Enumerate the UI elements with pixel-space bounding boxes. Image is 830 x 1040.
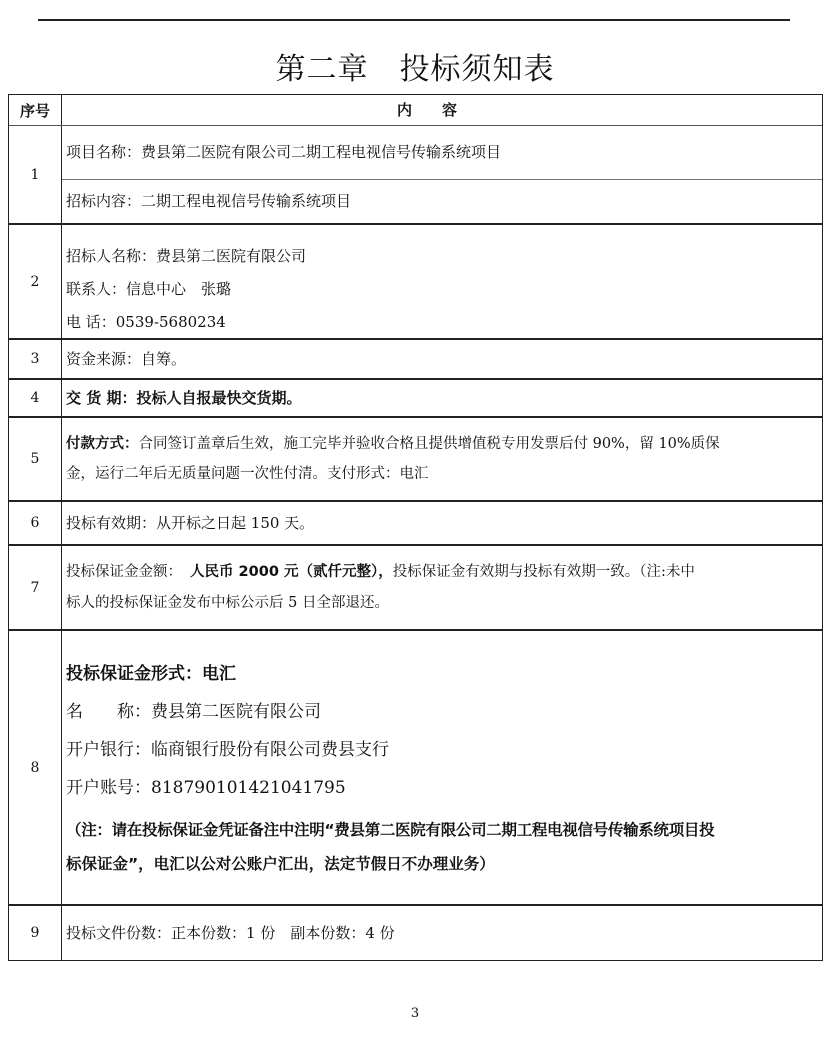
- row-number: 3: [9, 340, 62, 378]
- header-content: 内容: [396, 100, 487, 119]
- page-number: 3: [410, 1006, 420, 1021]
- delivery-period: 交 货 期：投标人自报最快交货期。: [66, 388, 302, 407]
- table-header-row: [9, 95, 822, 125]
- tenderer-name: 招标人名称：费县第二医院有限公司: [66, 247, 307, 265]
- account-name: 名 称：费县第二医院有限公司: [66, 702, 321, 722]
- row-number: 5: [9, 418, 62, 500]
- table-row: [9, 500, 822, 544]
- payment-label: 付款方式：: [66, 436, 139, 452]
- deposit-amount-label: 投标保证金金额：: [66, 563, 182, 580]
- bid-validity: 投标有效期：从开标之日起 150 天。: [66, 513, 315, 532]
- deposit-refund: 标人的投标保证金发布中标公示后 5 日全部退还。: [66, 594, 389, 611]
- top-rule: [38, 19, 790, 21]
- tender-content: 招标内容：二期工程电视信号传输系统项目: [62, 179, 822, 223]
- table-row: [9, 416, 822, 500]
- contact-person: 联系人：信息中心 张璐: [66, 280, 232, 298]
- bid-notice-table: [8, 94, 823, 961]
- fund-source: 资金来源：自筹。: [66, 349, 187, 368]
- page-title: 第二章 投标须知表: [275, 52, 555, 87]
- project-name: 项目名称：费县第二医院有限公司二期工程电视信号传输系统项目: [66, 143, 502, 161]
- row-number: 4: [9, 380, 62, 416]
- deposit-validity: 投标保证金有效期与投标有效期一致。（注:未中: [392, 563, 695, 580]
- row-number: 7: [9, 546, 62, 629]
- payment-terms-cont: 金，运行二年后无质量问题一次性付清。支付形式：电汇: [66, 466, 429, 482]
- account-number: 开户账号：818790101421041795: [66, 778, 346, 798]
- table-row: [9, 223, 822, 338]
- header-seq: 序号: [9, 95, 62, 125]
- deposit-amount: 人民币 2000 元（贰仟元整），: [190, 563, 393, 580]
- table-row: [9, 338, 822, 378]
- bank-name: 开户银行：临商银行股份有限公司费县支行: [66, 740, 389, 760]
- deposit-note-cont: 标保证金”，电汇以公对公账户汇出，法定节假日不办理业务）: [66, 855, 495, 873]
- row-number: 1: [9, 126, 62, 223]
- row-number: 2: [9, 225, 62, 338]
- row-number: 9: [9, 906, 62, 960]
- table-row: [9, 629, 822, 904]
- deposit-form: 投标保证金形式：电汇: [66, 664, 236, 684]
- contact-phone: 电 话：0539-5680234: [66, 313, 226, 331]
- payment-terms: 合同签订盖章后生效，施工完毕并验收合格且提供增值税专用发票后付 90%，留 10%质保: [138, 436, 720, 452]
- bid-copies: 投标文件份数：正本份数：1 份 副本份数：4 份: [66, 923, 395, 942]
- table-row: [9, 125, 822, 223]
- deposit-note: （注：请在投标保证金凭证备注中注明“费县第二医院有限公司二期工程电视信号传输系统项目投: [66, 821, 715, 839]
- table-row: [9, 544, 822, 629]
- table-row: [9, 378, 822, 416]
- table-row: [9, 904, 822, 960]
- row-number: 6: [9, 502, 62, 544]
- row-number: 8: [9, 631, 62, 904]
